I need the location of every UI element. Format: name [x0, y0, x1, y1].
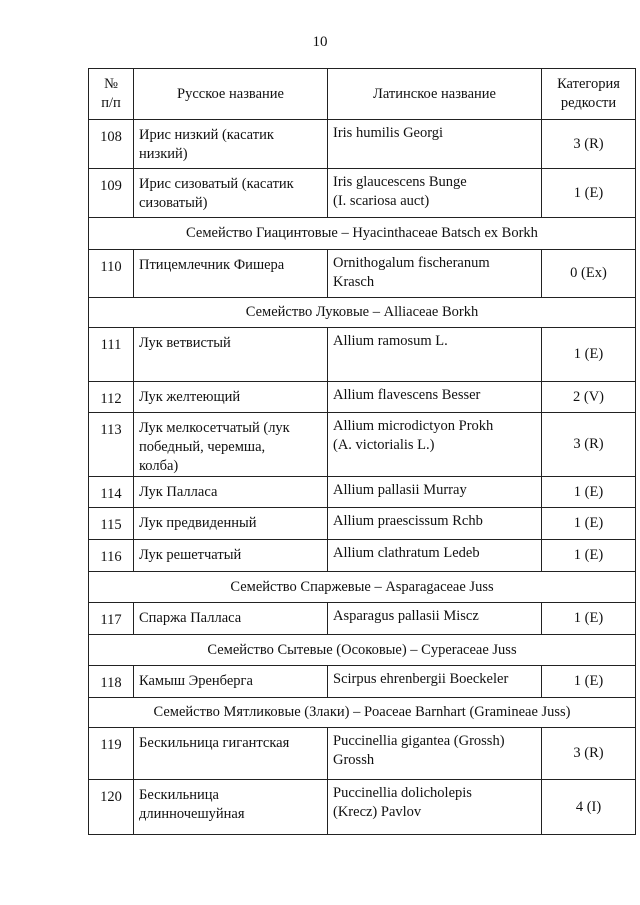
species-row	[89, 477, 636, 508]
row-number: 115	[89, 508, 134, 540]
species-row	[89, 780, 636, 835]
row-number: 108	[89, 120, 134, 169]
family-row	[89, 218, 636, 250]
rarity-category: 2 (V)	[542, 382, 636, 413]
row-number: 110	[89, 250, 134, 298]
latin-name: Iris glaucescens Bunge (I. scariosa auct)	[328, 169, 542, 218]
latin-name: Iris humilis Georgi	[328, 120, 542, 169]
row-number: 114	[89, 477, 134, 508]
species-row	[89, 328, 636, 382]
family-row	[89, 298, 636, 328]
rarity-category: 1 (E)	[542, 540, 636, 572]
header-russian-name: Русское название	[134, 69, 328, 120]
species-row	[89, 382, 636, 413]
russian-name: Лук ветвистый	[134, 328, 328, 382]
rarity-category: 1 (E)	[542, 508, 636, 540]
rarity-category: 1 (E)	[542, 603, 636, 635]
family-name: Семейство Сытевые (Осоковые) – Cyperaceae Juss	[89, 635, 636, 666]
rarity-category: 3 (R)	[542, 120, 636, 169]
rarity-category: 0 (Ex)	[542, 250, 636, 298]
russian-name: Птицемлечник Фишера	[134, 250, 328, 298]
family-name: Семейство Гиацинтовые – Hyacinthaceae Batsch ex Borkh	[89, 218, 636, 250]
row-number: 116	[89, 540, 134, 572]
header-latin-name: Латинское название	[328, 69, 542, 120]
row-number: 112	[89, 382, 134, 413]
russian-name: Спаржа Палласа	[134, 603, 328, 635]
latin-name: Ornithogalum fischeranum Krasch	[328, 250, 542, 298]
rarity-category: 1 (E)	[542, 328, 636, 382]
family-row	[89, 572, 636, 603]
row-number: 118	[89, 666, 134, 698]
russian-name: Лук решетчатый	[134, 540, 328, 572]
latin-name: Asparagus pallasii Miscz	[328, 603, 542, 635]
latin-name: Allium clathratum Ledeb	[328, 540, 542, 572]
latin-name: Puccinellia dolicholepis (Krecz) Pavlov	[328, 780, 542, 835]
rarity-category: 3 (R)	[542, 728, 636, 780]
species-row	[89, 728, 636, 780]
species-row	[89, 413, 636, 477]
species-row	[89, 250, 636, 298]
family-name: Семейство Спаржевые – Asparagaceae Juss	[89, 572, 636, 603]
family-row	[89, 635, 636, 666]
row-number: 113	[89, 413, 134, 477]
page-number: 10	[312, 34, 328, 50]
latin-name: Allium pallasii Murray	[328, 477, 542, 508]
family-name: Семейство Луковые – Alliaceae Borkh	[89, 298, 636, 328]
species-row	[89, 603, 636, 635]
russian-name: Бескильница длинночешуйная	[134, 780, 328, 835]
species-row	[89, 120, 636, 169]
russian-name: Лук мелкосетчатый (лук победный, черемша, колба)	[134, 413, 328, 477]
species-row	[89, 169, 636, 218]
rarity-category: 1 (E)	[542, 666, 636, 698]
family-name: Семейство Мятликовые (Злаки) – Poaceae Barnhart (Gramineae Juss)	[89, 698, 636, 728]
latin-name: Allium praescissum Rchb	[328, 508, 542, 540]
russian-name: Ирис сизоватый (касатик сизоватый)	[134, 169, 328, 218]
latin-name: Allium flavescens Besser	[328, 382, 542, 413]
rarity-category: 1 (E)	[542, 169, 636, 218]
russian-name: Лук предвиденный	[134, 508, 328, 540]
russian-name: Лук Палласа	[134, 477, 328, 508]
species-row	[89, 508, 636, 540]
row-number: 120	[89, 780, 134, 835]
row-number: 111	[89, 328, 134, 382]
russian-name: Ирис низкий (касатик низкий)	[134, 120, 328, 169]
row-number: 117	[89, 603, 134, 635]
header-num: № п/п	[89, 69, 134, 120]
rarity-category: 4 (I)	[542, 780, 636, 835]
species-row	[89, 540, 636, 572]
latin-name: Allium microdictyon Prokh (A. victorialis L.)	[328, 413, 542, 477]
header-rarity-category: Категория редкости	[542, 69, 636, 120]
latin-name: Allium ramosum L.	[328, 328, 542, 382]
russian-name: Лук желтеющий	[134, 382, 328, 413]
red-book-table	[88, 68, 636, 835]
row-number: 109	[89, 169, 134, 218]
latin-name: Puccinellia gigantea (Grossh) Grossh	[328, 728, 542, 780]
table-header-row	[89, 69, 636, 120]
row-number: 119	[89, 728, 134, 780]
species-row	[89, 666, 636, 698]
rarity-category: 1 (E)	[542, 477, 636, 508]
family-row	[89, 698, 636, 728]
latin-name: Scirpus ehrenbergii Boeckeler	[328, 666, 542, 698]
rarity-category: 3 (R)	[542, 413, 636, 477]
russian-name: Камыш Эренберга	[134, 666, 328, 698]
russian-name: Бескильница гигантская	[134, 728, 328, 780]
